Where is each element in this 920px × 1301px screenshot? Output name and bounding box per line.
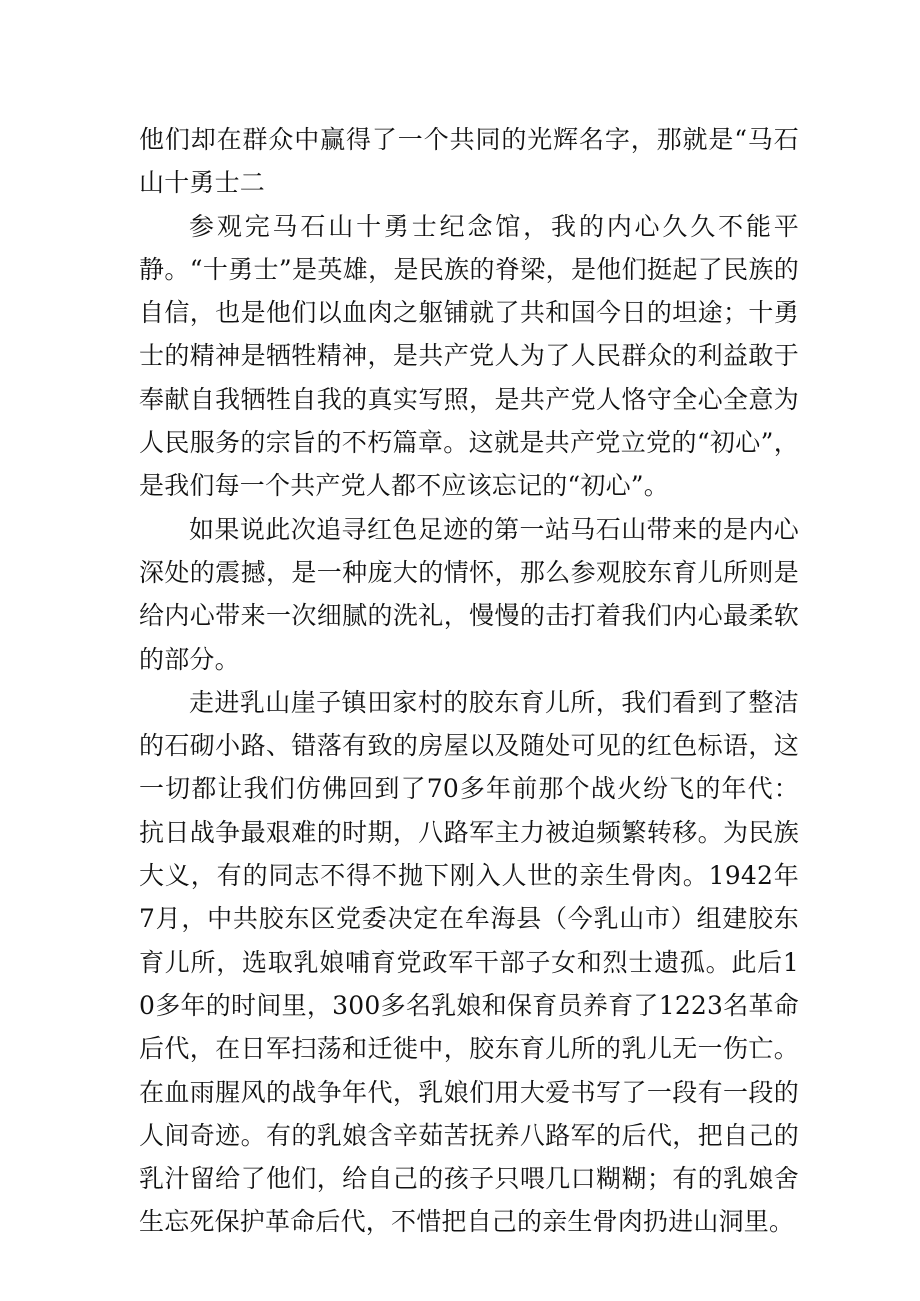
paragraph-3: 如果说此次追寻红色足迹的第一站马石山带来的是内心深处的震撼，是一种庞大的情怀，那么参观胶东育儿所则是给内心带来一次细腻的洗礼，慢慢的击打着我们内心最柔软的部分。 — [139, 514, 799, 674]
paragraph-1: 他们却在群众中赢得了一个共同的光辉名字，那就是“马石山十勇士二 — [139, 125, 799, 198]
document-body — [139, 118, 799, 1244]
paragraph-4: 走进乳山崖子镇田家村的胶东育儿所，我们看到了整洁的石砌小路、错落有致的房屋以及随处可见的红色标语，这一切都让我们仿佛回到了70多年前那个战火纷飞的年代：抗日战争最艰难的时期，八路军主力被迫频繁转移。为民族大义，有的同志不得不抛下刚入人世的亲生骨肉。1942年7月，中共胶东区党委决定在牟海县（今乳山市）组建胶东育儿所，选取乳娘哺育党政军干部子女和烈士遗孤。此后10多年的时间里，300多名乳娘和保育员养育了1223名革命后代，在日军扫荡和迁徙中，胶东育儿所的乳儿无一伤亡。在血雨腥风的战争年代，乳娘们用大爱书写了一段有一段的人间奇迹。有的乳娘含辛茹苦抚养八路军的后代，把自己的乳汁留给了他们，给自己的孩子只喂几口糊糊；有的乳娘舍生忘死保护革命后代，不惜把自己的亲生骨肉扔进山洞里。 — [139, 687, 799, 1237]
paragraph-2: 参观完马石山十勇士纪念馆，我的内心久久不能平静。“十勇士”是英雄，是民族的脊梁，是他们挺起了民族的自信，也是他们以血肉之躯铺就了共和国今日的坦途；十勇士的精神是牺牲精神，是共产党人为了人民群众的利益敢于奉献自我牺牲自我的真实写照，是共产党人恪守全心全意为人民服务的宗旨的不朽篇章。这就是共产党立党的“初心”，是我们每一个共产党人都不应该忘记的“初心”。 — [139, 211, 799, 501]
